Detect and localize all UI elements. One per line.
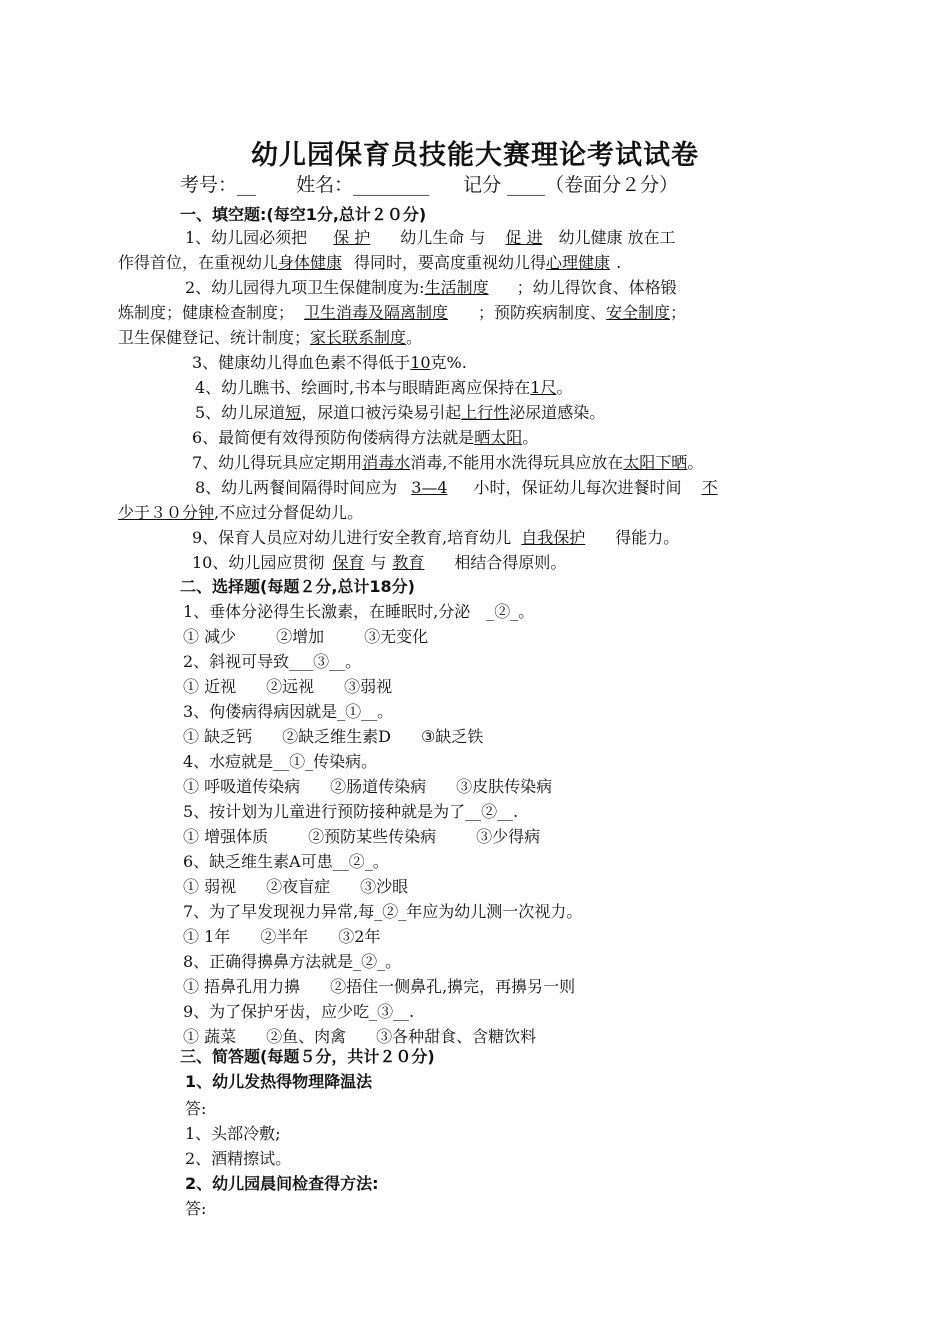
choice-option: ③少得病 (476, 827, 541, 846)
choice-option: ① 近视 (183, 677, 237, 696)
choice-options (183, 975, 575, 999)
answer: 安全制度 (606, 303, 671, 322)
choice-option: ②远视 (266, 677, 315, 696)
answer: 心理健康 (546, 253, 611, 272)
answer: 保育 (332, 553, 365, 572)
question-10: 10、幼儿园应贯彻 保育 与 教育 相结合得原则。 (192, 553, 567, 572)
choice-option: ②夜盲症 (266, 877, 331, 896)
choice-option: ③2年 (338, 927, 381, 946)
question-2-line2: 炼制度；健康检查制度； 卫生消毒及隔离制度 ；预防疾病制度、安全制度； (118, 303, 687, 322)
choice-question: 5、按计划为儿童进行预防接种就是为了__②__. (183, 802, 519, 821)
short-question: 1、幼儿发热得物理降温法 (185, 1072, 373, 1091)
choice-option: ① 呼吸道传染病 (183, 777, 301, 796)
choice-options (183, 825, 540, 849)
answer: 短 (285, 403, 302, 422)
score: 记分 ____（卷面分２分） (463, 174, 679, 196)
choice-option: ③弱视 (344, 677, 393, 696)
choice-option: ① 捂鼻孔用力擤 (183, 977, 301, 996)
choice-question: 1、垂体分泌得生长激素，在睡眠时,分泌 _②_。 (183, 602, 535, 621)
choice-option: ②增加 (276, 627, 325, 646)
question-5: 5、幼儿尿道短，尿道口被污染易引起上行性泌尿道感染。 (195, 403, 606, 422)
answer: 自我保护 (521, 528, 586, 547)
choice-question: 7、为了早发现视力异常,每_②_年应为幼儿测一次视力。 (183, 902, 583, 921)
choice-option: ③无变化 (364, 627, 429, 646)
choice-question: 6、缺乏维生素A可患__②_。 (183, 852, 389, 871)
answer: 消毒水 (362, 453, 411, 472)
answer: 保 护 (333, 228, 371, 247)
choice-question: 4、水痘就是__①_传染病。 (183, 752, 378, 771)
answer-line: 1、头部冷敷; (185, 1124, 281, 1143)
choice-option: ① 蔬菜 (183, 1027, 237, 1046)
choice-option: ②缺乏维生素D (282, 727, 391, 746)
section-heading: 三、简答题(每题５分，共计２０分) (180, 1047, 435, 1066)
choice-options (183, 725, 483, 749)
answer: 太阳下晒 (623, 453, 688, 472)
question-9: 9、保育人员应对幼儿进行安全教育,培育幼儿 自我保护 得能力。 (192, 528, 680, 547)
choice-option: ① 弱视 (183, 877, 237, 896)
answer: 晒太阳 (474, 428, 523, 447)
choice-option: ②肠道传染病 (330, 777, 427, 796)
question-2-line3: 卫生保健登记、统计制度；家长联系制度。 (118, 328, 423, 347)
answer: 身体健康 (278, 253, 343, 272)
choice-question: 8、正确得擤鼻方法就是_②_。 (183, 952, 402, 971)
answer: 生活制度 (424, 278, 489, 297)
choice-options (183, 675, 392, 699)
answer: 上行性 (461, 403, 510, 422)
choice-option: ① 减少 (183, 627, 237, 646)
answer: 家长联系制度 (310, 328, 407, 347)
choice-question: 2、斜视可导致___③__。 (183, 652, 362, 671)
choice-option: ③缺乏铁 (420, 727, 484, 746)
question-3: 3、健康幼儿得血色素不得低于10克%. (192, 353, 467, 372)
choice-options (183, 625, 428, 649)
answer: 1尺 (530, 378, 557, 397)
question-2-line1: 2、幼儿园得九项卫生保健制度为:生活制度 ；幼儿得饮食、体格锻 (185, 278, 677, 297)
choice-option: ②鱼、肉禽 (266, 1027, 347, 1046)
question-6: 6、最简便有效得预防佝偻病得方法就是晒太阳。 (192, 428, 539, 447)
short-question: 2、幼儿园晨间检查得方法: (185, 1174, 379, 1193)
choice-options (183, 875, 408, 899)
answer: 卫生消毒及隔离制度 (304, 303, 449, 322)
choice-option: ③各种甜食、含糖饮料 (376, 1027, 537, 1046)
answer: 促 进 (505, 228, 543, 247)
answer: 教育 (392, 553, 425, 572)
choice-option: ① 缺乏钙 (183, 727, 253, 746)
question-7: 7、幼儿得玩具应定期用消毒水消毒,不能用水洗得玩具应放在太阳下晒。 (192, 453, 704, 472)
choice-option: ① 1年 (183, 927, 231, 946)
question-8-line1: 8、幼儿两餐间隔得时间应为 3—4 小时，保证幼儿每次进餐时间 不 (195, 478, 718, 497)
answer: 3—4 (411, 478, 448, 497)
choice-question: 3、佝偻病得病因就是_①__。 (183, 702, 394, 721)
choice-options (183, 775, 552, 799)
choice-option: ① 增强体质 (183, 827, 269, 846)
student-name: 姓名：________ (296, 174, 430, 196)
section-heading: 一、填空题:(每空1分,总计２０分) (180, 205, 427, 224)
answer: 不 (701, 478, 718, 497)
choice-question: 9、为了保护牙齿，应少吃_③__. (183, 1002, 415, 1021)
page-title: 幼儿园保育员技能大赛理论考试试卷 (251, 140, 699, 171)
answer: 少于３０分钟 (118, 503, 215, 522)
choice-option: ②预防某些传染病 (308, 827, 437, 846)
question-1-line2: 作得首位，在重视幼儿身体健康 得同时，要高度重视幼儿得心理健康 . (118, 253, 622, 272)
choice-option: ③沙眼 (360, 877, 409, 896)
answer-label: 答: (185, 1099, 207, 1118)
section-heading: 二、选择题(每题２分,总计18分) (180, 577, 415, 596)
choice-options (183, 925, 380, 949)
question-4: 4、幼儿瞧书、绘画时,书本与眼睛距离应保持在1尺。 (195, 378, 573, 397)
question-8-line2: 少于３０分钟,不应过分督促幼儿。 (118, 503, 364, 522)
answer: 10 (410, 353, 431, 372)
answer-line: 2、酒精擦试。 (185, 1149, 292, 1168)
choice-option: ③皮肤传染病 (456, 777, 553, 796)
choice-option: ②半年 (260, 927, 309, 946)
header-line (180, 173, 678, 197)
choice-option: ②捂住一侧鼻孔,擤完，再擤另一则 (330, 977, 576, 996)
exam-no: 考号：__ (180, 174, 257, 196)
question-1-line1: 1、幼儿园必须把 保 护 幼儿生命 与 促 进 幼儿健康 放在工 (185, 228, 676, 247)
answer-label: 答: (185, 1199, 207, 1218)
